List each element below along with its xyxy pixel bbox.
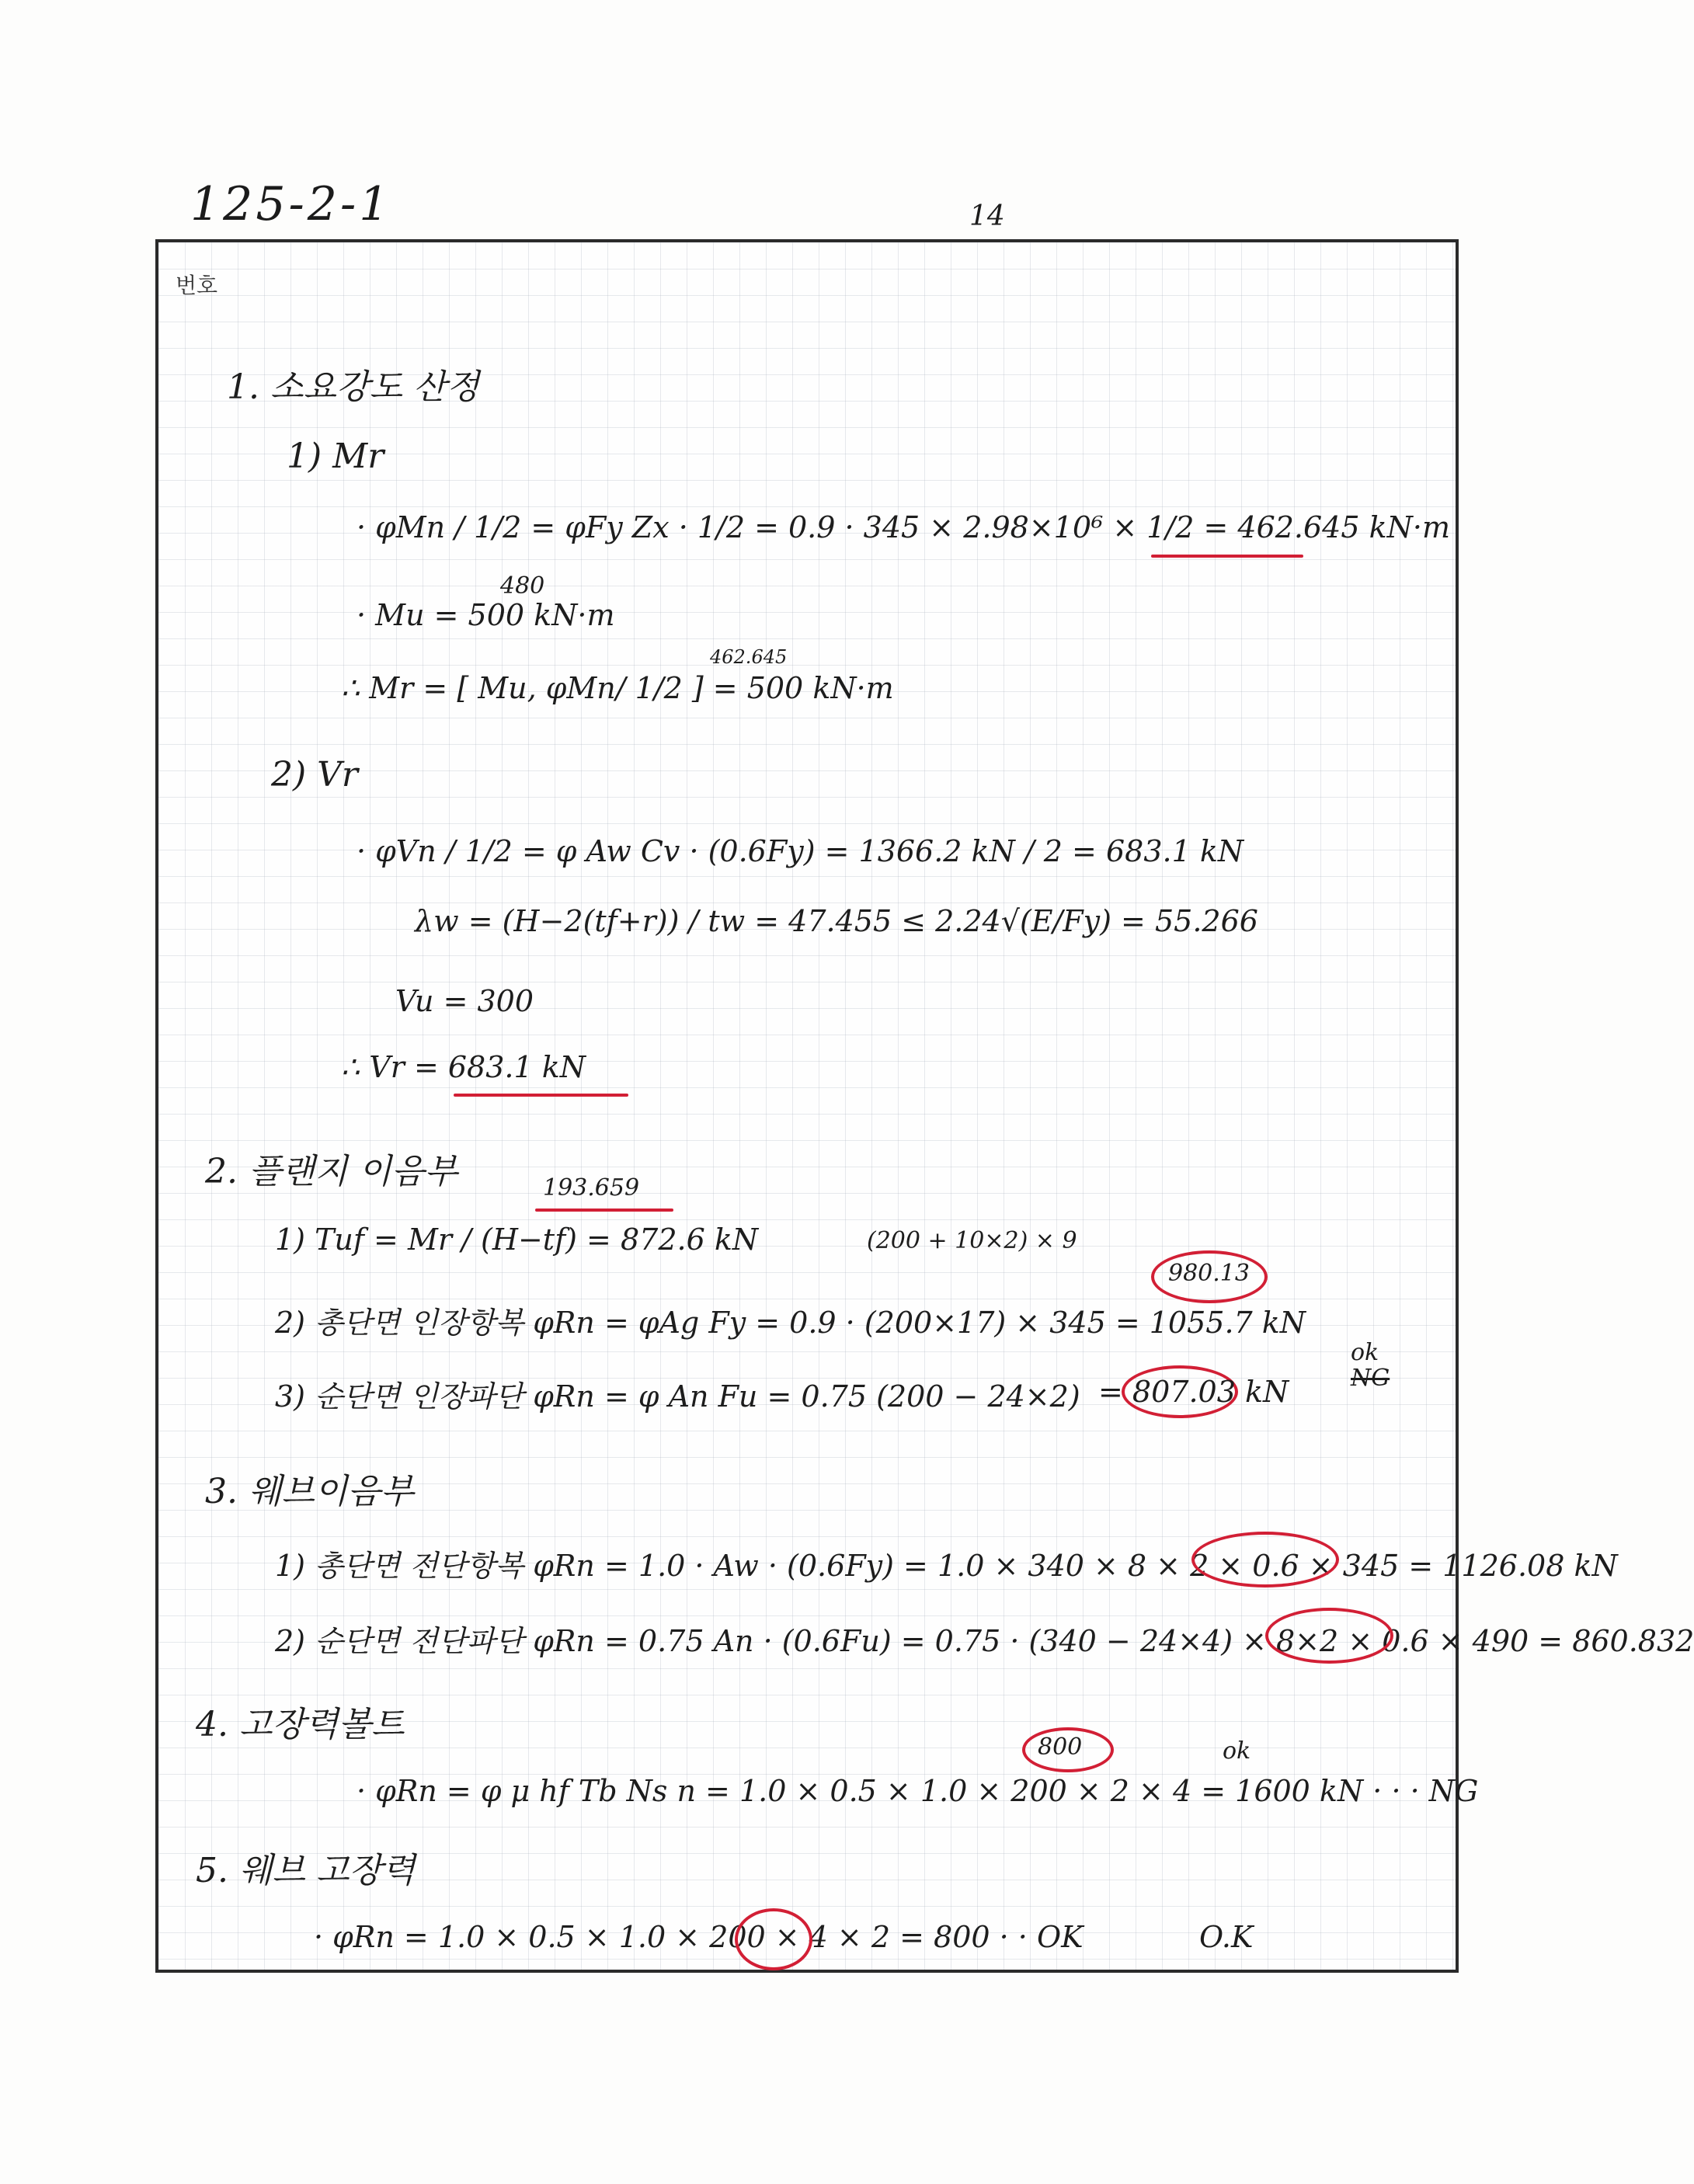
web-gross-shear-circle: [1191, 1532, 1339, 1588]
net-rupture: 3) 순단면 인장파단 φRn = φ An Fu = 0.75 (200 − 24×2): [275, 1379, 1080, 1414]
section-5-title: 5. 웨브 고장력: [196, 1851, 416, 1890]
vr-result: ∴ Vr = 683.1 kN: [341, 1050, 586, 1084]
area-note: (200 + 10×2) × 9: [867, 1227, 1077, 1254]
web-bolt-strength: · φRn = 1.0 × 0.5 × 1.0 × 200 × 4 × 2 = 800 · · OK: [314, 1920, 1084, 1954]
tuf-equation: 1) Tuf = Mr / (H−tf) = 872.6 kN: [275, 1222, 759, 1257]
mr-equation: · φMn / 1/2 = φFy Zx · 1/2 = 0.9 · 345 × 2.98×10⁶ × 1/2 = 462.645 kN·m: [357, 510, 1451, 544]
page-number: 14: [969, 200, 1005, 232]
flange-ng-mark: NG: [1351, 1365, 1390, 1392]
gross-yield: 2) 총단면 인장항복 φRn = φAg Fy = 0.9 · (200×17) × 345 = 1055.7 kN: [275, 1306, 1306, 1340]
tuf-correction: 193.659: [543, 1174, 640, 1202]
flange-ok-mark: ok: [1351, 1339, 1379, 1366]
section-2-title: 2. 플랜지 이음부: [205, 1152, 457, 1191]
mr-result-underline: [1151, 555, 1303, 558]
vr-result-underline: [454, 1094, 628, 1097]
vr-equation: · φVn / 1/2 = φ Aw Cv · (0.6Fy) = 1366.2 kN / 2 = 683.1 kN: [357, 834, 1244, 868]
web-bolt-result-circle: [735, 1908, 812, 1970]
document-id: 125-2-1: [190, 177, 392, 231]
vu-value: Vu = 300: [395, 984, 534, 1018]
mu-correction: 480: [500, 572, 545, 600]
web-net-shear: 2) 순단면 전단파단 φRn = 0.75 An · (0.6Fu) = 0.75 · (340 − 24×4) × 8×2 × 0.6 × 490 = 860.832: [275, 1624, 1694, 1658]
vr-title: 2) Vr: [271, 755, 358, 795]
bolt-strength: · φRn = φ μ hf Tb Ns n = 1.0 × 0.5 × 1.0 × 200 × 2 × 4 = 1600 kN · · · NG: [357, 1774, 1479, 1808]
section-4-title: 4. 고장력볼트: [196, 1705, 405, 1744]
mu-value: · Mu = 500 kN·m: [357, 598, 615, 632]
web-bolt-ok-mark: O.K: [1199, 1920, 1254, 1954]
web-slenderness: λw = (H−2(tf+r)) / tw = 47.455 ≤ 2.24√(E/Fy) = 55.266: [415, 904, 1258, 938]
mr-title: 1) Mr: [287, 436, 384, 476]
web-gross-shear: 1) 총단면 전단항복 φRn = 1.0 · Aw · (0.6Fy) = 1.0 × 340 × 8 × 2 × 0.6 × 345 = 1126.08 kN: [275, 1549, 1618, 1583]
gross-yield-correction: 980.13: [1168, 1260, 1250, 1287]
tuf-correction-underline: [535, 1209, 673, 1212]
net-rupture-value: = 807.03 kN: [1098, 1375, 1289, 1409]
mr-result: ∴ Mr = [ Mu, φMn/ 1/2 ] = 500 kN·m: [341, 671, 894, 705]
section-3-title: 3. 웨브이음부: [205, 1472, 414, 1511]
section-1-title: 1. 소요강도 산정: [227, 367, 479, 407]
mr-correction: 462.645: [710, 646, 788, 668]
worksheet: [155, 239, 1694, 1973]
bolt-correction: 800: [1038, 1734, 1083, 1761]
web-net-shear-circle: [1265, 1608, 1393, 1664]
number-label: 번호: [176, 273, 218, 298]
bolt-ok-mark: ok: [1223, 1737, 1251, 1765]
